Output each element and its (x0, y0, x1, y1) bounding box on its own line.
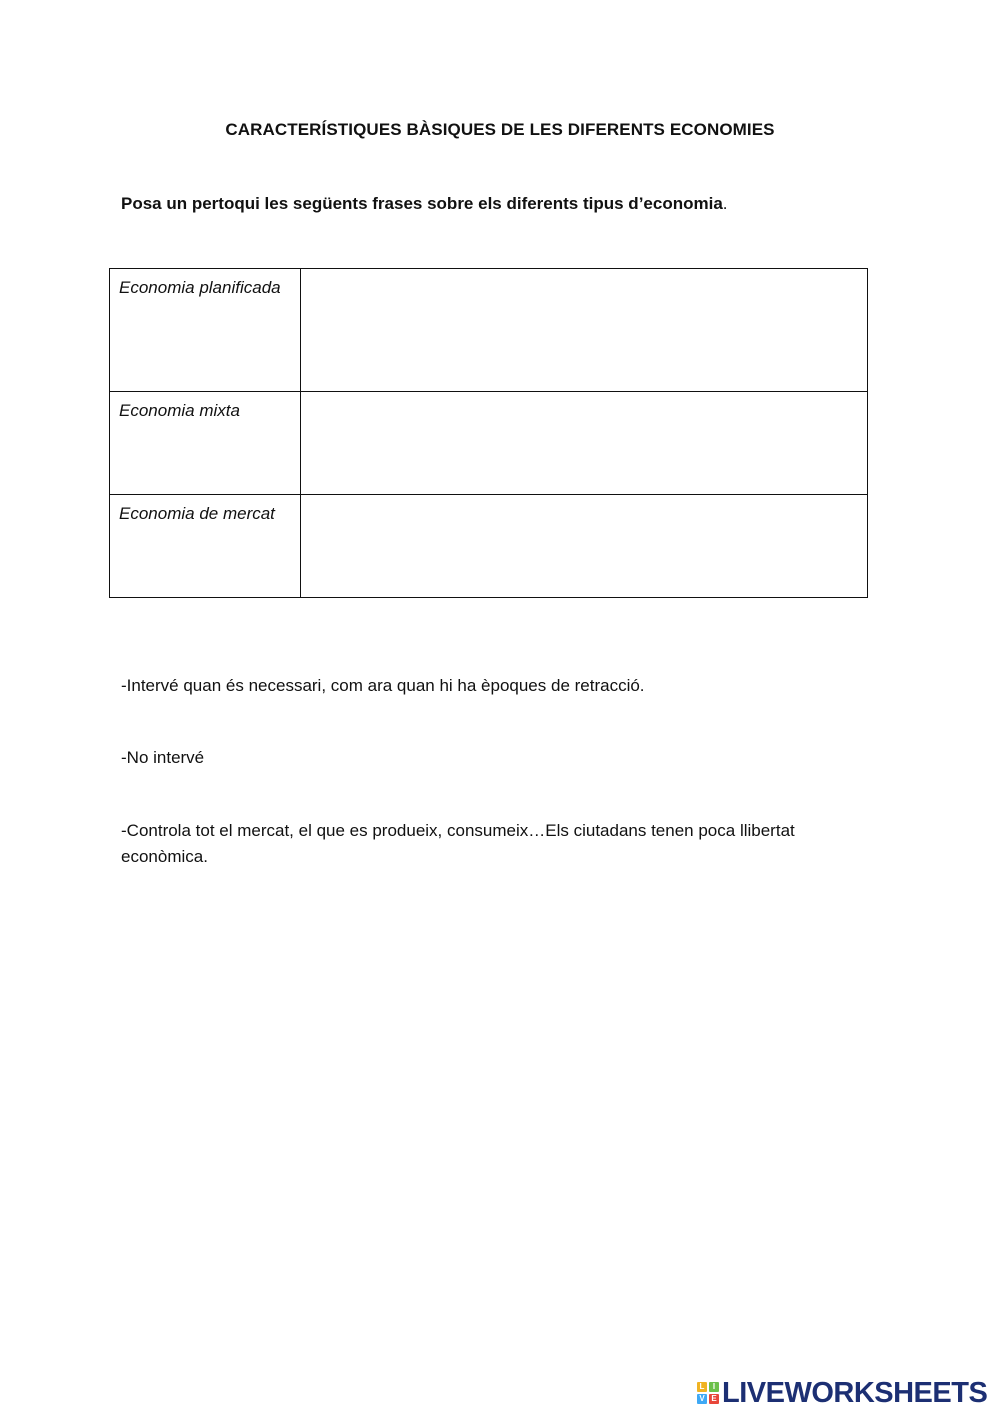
logo-letter: I (709, 1382, 719, 1392)
logo-letter: V (697, 1394, 707, 1404)
worksheet-title: CARACTERÍSTIQUES BÀSIQUES DE LES DIFERENTS ECONOMIES (225, 120, 775, 139)
instruction-bold: Posa un pertoqui les següents frases sobre els diferents tipus d’economia (121, 194, 723, 213)
logo-letter: E (709, 1394, 719, 1404)
table-row (110, 392, 868, 495)
economy-table (109, 268, 868, 598)
logo-letter: L (697, 1382, 707, 1392)
row-label-market: Economia de mercat (110, 495, 301, 598)
table-row (110, 269, 868, 392)
table-row (110, 495, 868, 598)
sentence-option[interactable]: -Intervé quan és necessari, com ara quan hi ha èpoques de retracció. (121, 676, 645, 695)
row-label-planned: Economia planificada (110, 269, 301, 392)
row-label-mixed: Economia mixta (110, 392, 301, 495)
instruction-text (121, 194, 881, 214)
answer-cell-planned[interactable] (301, 269, 868, 392)
answer-cell-mixed[interactable] (301, 392, 868, 495)
answer-cell-market[interactable] (301, 495, 868, 598)
logo-text: LIVEWORKSHEETS (722, 1376, 988, 1409)
sentence-option[interactable]: -No intervé (121, 748, 205, 767)
liveworksheets-logo (697, 1378, 987, 1408)
instruction-period: . (722, 194, 728, 213)
sentence-option[interactable]: -Controla tot el mercat, el que es produeix, consumeix…Els ciutadans tenen poca llibertat econòmica. (121, 821, 795, 866)
logo-icon (697, 1382, 719, 1404)
